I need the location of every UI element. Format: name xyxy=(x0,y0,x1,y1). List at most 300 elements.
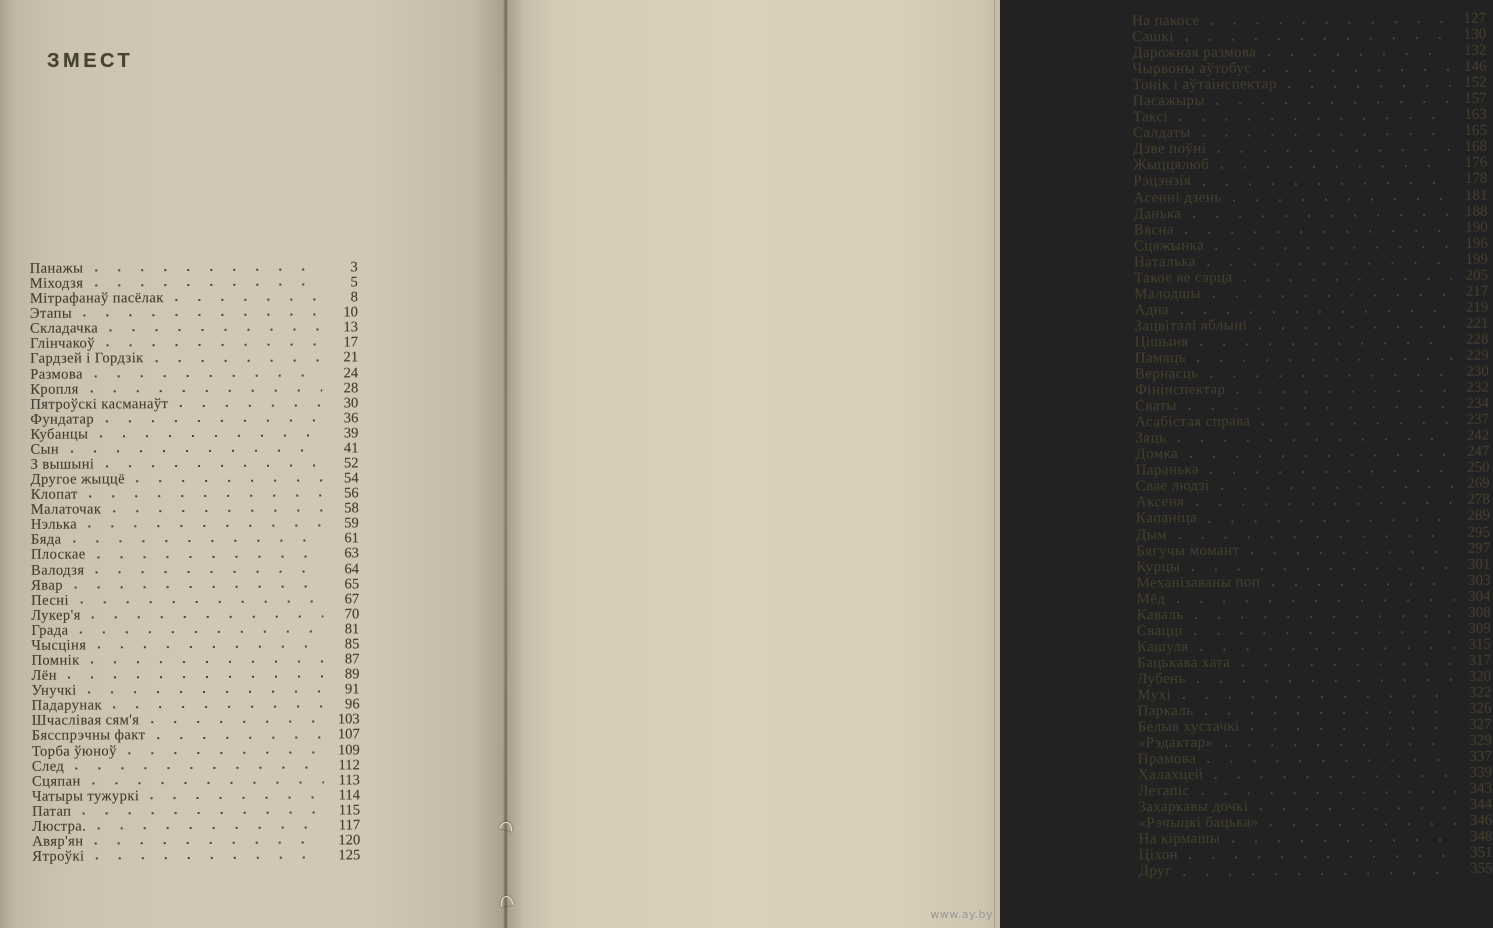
toc-entry-title: Града xyxy=(31,622,69,639)
toc-entry-page: 176 xyxy=(1464,155,1488,172)
toc-entry-page: 337 xyxy=(1469,748,1492,765)
toc-entry-title: Мёд xyxy=(1136,590,1166,608)
toc-entry-title: Паркаль xyxy=(1137,702,1194,720)
toc-entry-title: Нэлька xyxy=(30,516,78,534)
toc-entry-title: Плоскае xyxy=(30,546,86,564)
toc-entry-title: Механізаваны поп xyxy=(1136,574,1261,592)
toc-entry xyxy=(32,712,360,729)
toc-entry-page: 113 xyxy=(338,771,360,789)
toc-entry-page: 28 xyxy=(343,379,359,396)
dot-leader xyxy=(105,464,322,469)
dot-leader xyxy=(1244,277,1453,283)
dot-leader xyxy=(1201,790,1456,796)
toc-entry-page: 96 xyxy=(344,696,360,713)
toc-entry-page: 229 xyxy=(1466,347,1489,364)
dot-leader xyxy=(95,856,324,861)
toc-entry-page: 65 xyxy=(344,575,360,592)
toc-entry-page: 70 xyxy=(344,606,360,623)
toc-entry-title: Унучкі xyxy=(31,682,77,699)
dot-leader xyxy=(1207,758,1456,764)
toc-entry-page: 117 xyxy=(338,817,361,834)
toc-entry-title: З вышыні xyxy=(30,456,95,473)
dot-leader xyxy=(1211,20,1451,26)
dot-leader xyxy=(1241,662,1455,668)
dot-leader xyxy=(1192,212,1451,218)
toc-list-right xyxy=(1132,11,1493,880)
toc-entry-title: Дарожная размова xyxy=(1132,44,1257,62)
toc-entry-page: 52 xyxy=(343,455,359,472)
toc-entry-title: Памяць xyxy=(1134,349,1186,367)
watermark: www.ay.by xyxy=(930,908,993,921)
toc-entry-title: Мухі xyxy=(1137,687,1172,704)
dot-leader xyxy=(94,268,321,273)
toc-entry xyxy=(30,259,358,276)
toc-entry-title: Паранька xyxy=(1135,462,1200,479)
toc-entry-title: Авяр'ян xyxy=(32,833,84,850)
toc-entry-page: 250 xyxy=(1467,459,1490,477)
toc-entry-page: 196 xyxy=(1465,235,1488,252)
toc-entry xyxy=(31,561,359,578)
toc-entry-title: Чысціня xyxy=(31,637,87,654)
toc-entry-page: 59 xyxy=(344,515,359,532)
toc-entry-page: 115 xyxy=(338,802,361,819)
toc-entry-page: 89 xyxy=(344,666,360,683)
dot-leader xyxy=(89,494,323,499)
toc-entry-title: Рэцэнзія xyxy=(1133,173,1192,190)
dot-leader xyxy=(82,810,324,815)
dot-leader xyxy=(1195,614,1455,620)
toc-entry-title: Фундатар xyxy=(30,411,95,428)
toc-entry-page: 127 xyxy=(1463,10,1487,27)
toc-entry-title: Халахцей xyxy=(1137,767,1204,784)
toc-entry-page: 228 xyxy=(1466,331,1489,348)
dot-leader xyxy=(95,569,323,574)
toc-entry xyxy=(30,350,358,367)
toc-entry-page: 85 xyxy=(344,636,360,653)
toc-entry-page: 237 xyxy=(1466,411,1490,428)
dot-leader xyxy=(1261,421,1453,427)
toc-entry-page: 242 xyxy=(1466,427,1490,444)
dot-leader xyxy=(97,825,324,830)
dot-leader xyxy=(94,373,322,378)
dot-leader xyxy=(75,765,324,770)
dot-leader xyxy=(1202,180,1451,186)
toc-entry-page: 146 xyxy=(1463,58,1487,75)
toc-entry-page: 230 xyxy=(1466,363,1489,380)
toc-entry-title: Валодзя xyxy=(31,562,85,579)
toc-entry-page: 317 xyxy=(1468,652,1492,669)
toc-entry-title: Ціхон xyxy=(1138,847,1179,864)
toc-entry xyxy=(32,817,360,834)
dot-leader xyxy=(1288,84,1451,89)
toc-entry xyxy=(30,289,358,306)
left-page xyxy=(0,0,507,928)
toc-entry-title: «Рэчыцкі бацька» xyxy=(1138,814,1259,832)
dot-leader xyxy=(74,584,323,589)
toc-entry-title: Тонік і аўтаінспектар xyxy=(1132,76,1277,94)
toc-entry xyxy=(30,410,358,427)
toc-entry-title: Кашуля xyxy=(1136,638,1189,656)
toc-entry-title: Патап xyxy=(32,803,72,820)
dot-leader xyxy=(1271,582,1454,587)
dot-leader xyxy=(106,343,322,348)
toc-entry-page: 168 xyxy=(1464,138,1488,156)
dot-leader xyxy=(80,599,323,604)
toc-entry-title: След xyxy=(31,758,65,775)
toc-entry-page: 132 xyxy=(1463,42,1487,59)
toc-entry-title: Фінінспектар xyxy=(1134,381,1226,399)
dot-leader xyxy=(156,735,323,740)
toc-entry-title: Салдаты xyxy=(1132,125,1191,142)
toc-entry-title: Летапіс xyxy=(1138,783,1190,800)
toc-entry-title: Свае людзі xyxy=(1135,478,1210,495)
toc-entry-title: Вясна xyxy=(1133,221,1175,238)
dot-leader xyxy=(1179,116,1451,122)
toc-entry-title: На кірмашы xyxy=(1138,831,1221,848)
toc-entry xyxy=(30,320,358,337)
toc-entry-page: 8 xyxy=(350,289,358,306)
dot-leader xyxy=(179,403,322,408)
dot-leader xyxy=(1195,501,1453,507)
toc-entry-page: 87 xyxy=(344,651,360,668)
toc-entry-title: Друг xyxy=(1138,863,1172,880)
toc-entry xyxy=(31,606,359,623)
toc-entry-title: Аксеня xyxy=(1135,494,1185,511)
toc-entry-page: 109 xyxy=(337,741,360,758)
toc-entry-title: Белыя хустачкі xyxy=(1137,718,1240,736)
toc-entry xyxy=(32,847,360,864)
toc-entry xyxy=(31,636,359,653)
toc-entry-title: Домка xyxy=(1135,446,1179,463)
toc-entry xyxy=(30,425,358,442)
toc-entry-title: Кропля xyxy=(30,381,79,398)
toc-entry xyxy=(31,470,359,487)
dot-leader xyxy=(1194,630,1455,636)
dot-leader xyxy=(92,614,324,619)
toc-entry-page: 351 xyxy=(1470,845,1493,862)
toc-entry-page: 278 xyxy=(1467,492,1490,509)
toc-entry xyxy=(32,727,360,744)
toc-entry-page: 58 xyxy=(344,500,359,517)
toc-entry-page: 295 xyxy=(1467,524,1491,541)
toc-entry-title: Лубень xyxy=(1137,670,1186,688)
dot-leader xyxy=(90,388,322,393)
toc-entry-title: Такое яе сэрца xyxy=(1134,269,1233,287)
toc-entry-page: 3 xyxy=(350,259,358,276)
dot-leader xyxy=(1236,389,1453,395)
toc-entry-title: Сваты xyxy=(1135,398,1177,415)
toc-entry-title: Лён xyxy=(31,667,57,684)
toc-entry-title: Клопат xyxy=(30,486,78,503)
toc-entry-page: 67 xyxy=(344,591,360,608)
toc-entry-title: Жыццялюб xyxy=(1133,157,1210,174)
toc-entry-title: Асабістая справа xyxy=(1135,413,1251,431)
toc-entry-title: Міходзя xyxy=(29,275,84,292)
dot-leader xyxy=(88,690,324,695)
toc-entry xyxy=(31,531,359,548)
dot-leader xyxy=(73,539,323,544)
toc-entry-title: Люстра. xyxy=(32,818,87,835)
toc-entry-title: Капаніца xyxy=(1135,510,1198,527)
dot-leader xyxy=(175,298,322,303)
toc-entry-page: 5 xyxy=(350,274,358,291)
dot-leader xyxy=(94,283,321,288)
dot-leader xyxy=(94,840,324,845)
dot-leader xyxy=(1250,549,1454,555)
toc-entry xyxy=(31,455,359,472)
toc-entry-page: 303 xyxy=(1467,572,1491,589)
toc-list-left xyxy=(30,259,361,864)
toc-entry-title: Сцяпан xyxy=(31,773,81,790)
toc-entry-page: 181 xyxy=(1464,187,1488,204)
toc-entry-page: 61 xyxy=(344,530,359,547)
toc-entry-page: 199 xyxy=(1465,251,1489,268)
dot-leader xyxy=(1208,517,1454,523)
dot-leader xyxy=(1189,854,1457,860)
toc-entry-page: 308 xyxy=(1468,604,1491,621)
toc-entry-title: Каваль xyxy=(1136,606,1184,624)
toc-entry-title: Дым xyxy=(1136,526,1168,543)
toc-entry-title: Сашкі xyxy=(1132,29,1174,46)
toc-entry-page: 322 xyxy=(1468,684,1492,701)
dot-leader xyxy=(1197,357,1453,363)
toc-entry-title: Данька xyxy=(1133,205,1182,222)
dot-leader xyxy=(91,660,324,665)
dot-leader xyxy=(68,675,324,680)
toc-entry-title: Пасажыры xyxy=(1132,93,1205,110)
toc-entry-page: 54 xyxy=(344,470,359,487)
dot-leader xyxy=(113,705,324,710)
dot-leader xyxy=(1183,870,1457,876)
dot-leader xyxy=(1207,261,1452,267)
toc-entry-title: Лукер'я xyxy=(31,607,81,624)
toc-entry-page: 217 xyxy=(1465,283,1489,300)
dot-leader xyxy=(1216,100,1451,106)
toc-entry-title: Захаркавы дочкі xyxy=(1138,798,1249,816)
toc-entry-title: Курцы xyxy=(1136,558,1181,575)
toc-entry xyxy=(31,501,359,518)
toc-entry-page: 21 xyxy=(343,349,359,366)
toc-entry-title: Кубанцы xyxy=(30,426,89,443)
toc-entry-page: 17 xyxy=(343,334,359,351)
dot-leader xyxy=(1224,742,1455,748)
toc-entry-title: Чырвоны аўтобус xyxy=(1132,60,1252,78)
toc-entry-title: Прамова xyxy=(1137,751,1197,768)
toc-entry-page: 315 xyxy=(1468,636,1492,653)
toc-entry-page: 13 xyxy=(343,319,359,336)
dot-leader xyxy=(1178,533,1454,539)
toc-entry-page: 329 xyxy=(1469,732,1492,749)
toc-entry-title: Падарунак xyxy=(31,697,102,714)
toc-entry-page: 221 xyxy=(1465,315,1489,332)
toc-entry-title: Вернасць xyxy=(1134,365,1199,383)
toc-entry-page: 339 xyxy=(1469,764,1493,781)
toc-entry xyxy=(31,546,359,563)
toc-entry-page: 152 xyxy=(1463,74,1487,91)
dot-leader xyxy=(1182,694,1455,700)
dot-leader xyxy=(1204,710,1455,716)
toc-entry-page: 163 xyxy=(1464,106,1487,124)
book-gutter xyxy=(504,0,507,928)
toc-entry-title: Асенні дзень xyxy=(1133,189,1222,206)
toc-entry-page: 304 xyxy=(1468,588,1491,605)
toc-entry-title: Сцяжынка xyxy=(1133,237,1205,255)
toc-entry-title: Бяда xyxy=(30,531,62,549)
toc-entry-page: 346 xyxy=(1469,812,1493,830)
toc-entry xyxy=(32,697,360,714)
toc-entry-page: 327 xyxy=(1469,716,1492,733)
toc-entry-title: Размова xyxy=(30,366,83,383)
toc-entry-title: Складачка xyxy=(29,320,99,338)
toc-entry-page: 112 xyxy=(338,756,360,773)
toc-entry-title: Малодшы xyxy=(1134,285,1202,303)
toc-entry-title: Зяць xyxy=(1135,430,1167,447)
dot-leader xyxy=(155,358,322,363)
toc-entry-page: 103 xyxy=(337,711,360,728)
dot-leader xyxy=(99,433,322,438)
toc-entry-page: 188 xyxy=(1465,203,1488,220)
dot-leader xyxy=(92,780,324,785)
toc-entry-page: 301 xyxy=(1467,556,1491,573)
toc-entry-title: Зацвіталі яблыні xyxy=(1134,317,1248,335)
toc-entry-page: 157 xyxy=(1464,90,1487,108)
toc-entry-page: 234 xyxy=(1466,395,1490,412)
toc-entry-page: 41 xyxy=(343,440,359,457)
toc-entry-page: 178 xyxy=(1464,171,1488,188)
dot-leader xyxy=(1200,646,1455,652)
dot-leader xyxy=(1176,598,1454,604)
dot-leader xyxy=(1220,164,1451,170)
toc-entry-page: 24 xyxy=(343,364,359,381)
toc-entry-title: Чатыры тужуркі xyxy=(31,787,140,805)
toc-entry-page: 125 xyxy=(338,847,361,864)
toc-entry-title: Цішыня xyxy=(1134,333,1189,351)
dot-leader xyxy=(1209,373,1452,379)
dot-leader xyxy=(1185,36,1450,42)
toc-entry-page: 297 xyxy=(1467,540,1491,557)
dot-leader xyxy=(97,644,323,649)
toc-entry xyxy=(32,742,360,759)
toc-entry-title: Гардзей і Гордзік xyxy=(30,350,144,368)
toc-entry-page: 355 xyxy=(1470,861,1493,878)
dot-leader xyxy=(1200,341,1453,347)
toc-entry xyxy=(32,787,360,804)
dot-leader xyxy=(1232,196,1451,202)
dot-leader xyxy=(1202,132,1451,138)
toc-entry-title: «Рэдактар» xyxy=(1137,734,1214,752)
dot-leader xyxy=(128,750,324,755)
toc-entry-page: 91 xyxy=(344,681,360,698)
toc-entry-page: 348 xyxy=(1469,828,1493,846)
toc-entry-title: Этапы xyxy=(29,305,73,322)
toc-entry-page: 39 xyxy=(343,425,359,442)
toc-entry xyxy=(30,274,358,291)
dot-leader xyxy=(97,554,323,559)
toc-entry-page: 205 xyxy=(1465,267,1489,284)
dot-leader xyxy=(150,795,324,800)
dot-leader xyxy=(1270,822,1457,827)
toc-entry-page: 107 xyxy=(337,726,360,743)
toc-entry xyxy=(32,832,360,849)
toc-entry-title: Бягучы момант xyxy=(1136,542,1240,559)
dot-leader xyxy=(80,629,324,634)
dot-leader xyxy=(1180,309,1452,315)
dot-leader xyxy=(1177,437,1453,443)
toc-entry-title: Адна xyxy=(1134,301,1170,319)
toc-entry-page: 320 xyxy=(1468,668,1492,685)
toc-entry-title: Панажы xyxy=(29,260,84,277)
toc-entry-page: 130 xyxy=(1463,26,1487,43)
dot-leader xyxy=(1267,52,1450,57)
dot-leader xyxy=(70,448,322,453)
toc-entry-title: Малаточак xyxy=(30,501,102,518)
toc-entry-page: 343 xyxy=(1469,780,1493,798)
toc-entry-page: 165 xyxy=(1464,122,1488,140)
dot-leader xyxy=(1262,68,1450,73)
dot-leader xyxy=(1191,566,1454,572)
toc-entry-page: 326 xyxy=(1468,700,1492,717)
toc-entry-page: 63 xyxy=(344,545,360,562)
toc-entry-page: 64 xyxy=(344,560,360,577)
dot-leader xyxy=(1217,148,1451,154)
dot-leader xyxy=(150,720,323,725)
toc-entry xyxy=(31,666,359,683)
dot-leader xyxy=(1189,453,1453,459)
toc-entry-title: Ятроўкі xyxy=(32,848,85,865)
dot-leader xyxy=(1197,678,1456,684)
toc-entry-page: 56 xyxy=(344,485,359,502)
toc-entry xyxy=(32,681,360,698)
dot-leader xyxy=(112,509,322,514)
toc-entry-title: Сын xyxy=(30,441,60,458)
dot-leader xyxy=(1221,485,1454,491)
dot-leader xyxy=(109,328,322,333)
toc-entry-page: 81 xyxy=(344,621,360,638)
toc-entry-title: Торба ўюноў xyxy=(31,742,117,760)
toc-entry-page: 120 xyxy=(338,832,361,849)
toc-entry-title: Явар xyxy=(31,577,63,594)
toc-entry-title: Помнік xyxy=(31,652,80,669)
dot-leader xyxy=(1259,806,1456,812)
dot-leader xyxy=(105,418,322,423)
toc-entry-page: 114 xyxy=(338,787,361,804)
toc-entry-page: 30 xyxy=(343,394,359,412)
dot-leader xyxy=(88,524,323,529)
toc-entry-page: 344 xyxy=(1469,796,1493,814)
toc-entry-title: Пятроўскі касманаўт xyxy=(30,395,169,413)
toc-entry-title: Дзве поўні xyxy=(1133,141,1207,158)
toc-entry xyxy=(30,365,358,382)
toc-entry-page: 36 xyxy=(343,410,359,427)
toc-entry-title: Бацькава хата xyxy=(1137,654,1231,672)
toc-entry-title: Свацці xyxy=(1136,622,1184,640)
toc-entry-title: Наталька xyxy=(1133,253,1196,271)
dot-leader xyxy=(1212,293,1452,299)
toc-entry-title: Мітрафанаў пасёлак xyxy=(29,290,164,307)
toc-entry-page: 10 xyxy=(343,304,358,321)
toc-entry xyxy=(30,395,358,412)
dot-leader xyxy=(1188,405,1453,411)
toc-entry-page: 219 xyxy=(1465,299,1489,316)
dot-leader xyxy=(1215,245,1452,251)
dot-leader xyxy=(1258,325,1452,331)
toc-entry-title: Глінчакоў xyxy=(30,335,95,353)
toc-entry xyxy=(32,772,360,789)
right-page xyxy=(507,0,1493,928)
toc-heading: ЗМЕСТ xyxy=(47,50,134,72)
dot-leader xyxy=(1214,774,1456,780)
toc-entry-title: Песні xyxy=(31,592,69,609)
